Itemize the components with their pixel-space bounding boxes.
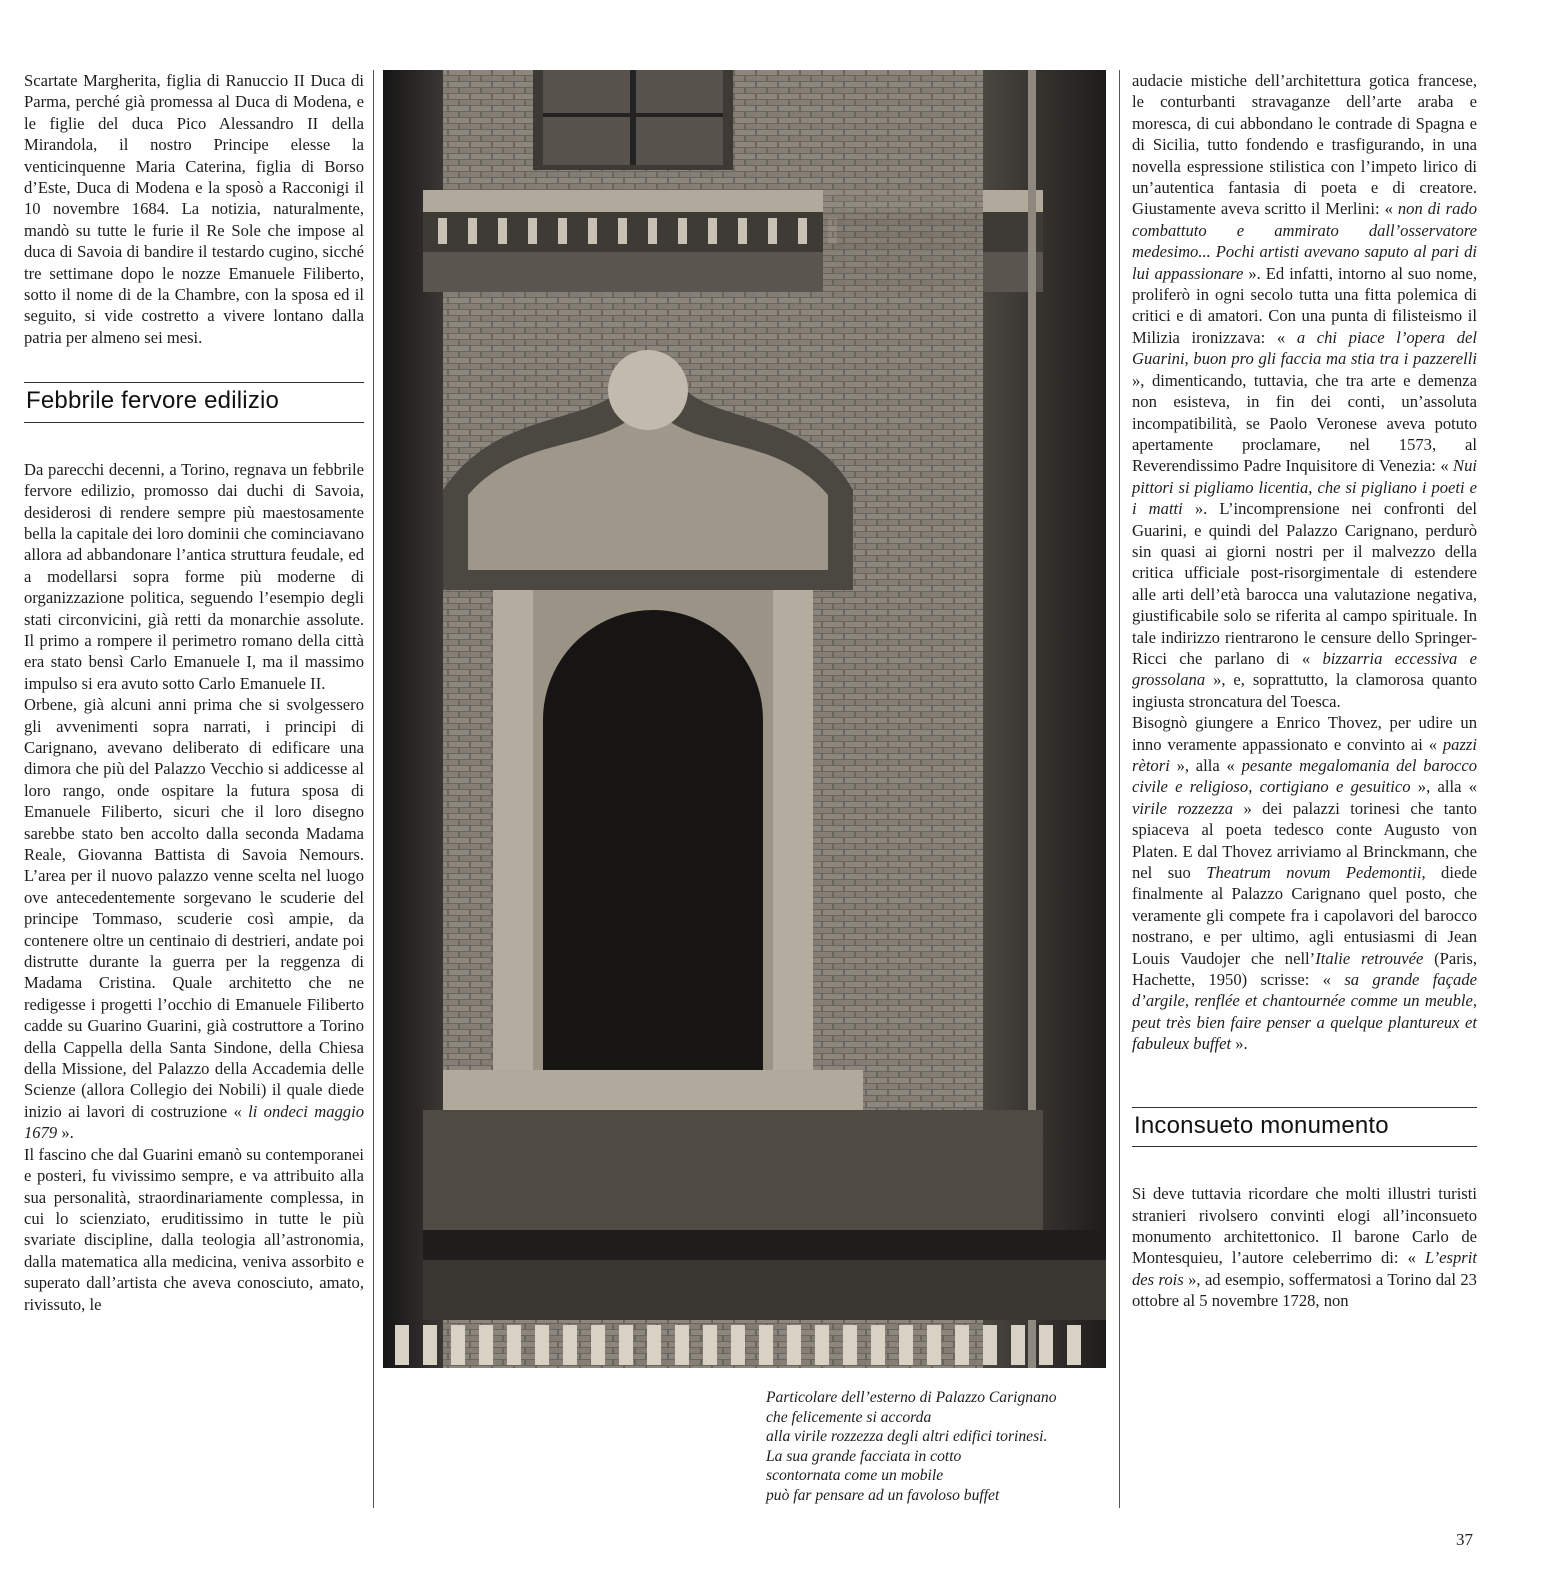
- right-text-column: [1132, 70, 1477, 1312]
- facade-photograph: [383, 70, 1106, 1368]
- left-text-column: [24, 70, 364, 1315]
- caption-line: Particolare dell’esterno di Palazzo Carignano: [766, 1389, 1057, 1406]
- section-heading-block-febbrile: [24, 382, 364, 422]
- paragraph-text: », dimenticando, tuttavia, che tra arte e demenza non esisteva, in fin dei conti, un’assoluta incompatibilità, se Paolo Veronese aveva potuto apertamente proclamare, nel 1573, al Reverendissimo Padre Inquisitore di Venezia: «: [1132, 370, 1477, 476]
- paragraph-text: ».: [61, 1123, 74, 1143]
- quote-vaudojer: sa grande façade d’argile, renflée et chantournée comme un meuble, peut très bien faire penser a quelque plantureux et fabuleux buffet: [1132, 970, 1477, 1054]
- paragraph-thovez: [1132, 712, 1477, 1055]
- paragraph-montesquieu: [1132, 1183, 1477, 1311]
- column-divider-left: [373, 70, 374, 1508]
- caption-line: che felicemente si accorda: [766, 1408, 932, 1426]
- paragraph-text: audacie mistiche dell’architettura gotica francese, le conturbanti stravaganze dell’arte araba e moresca, di cui abbondano le contrade di Spagna e di Sicilia, tutto fondendo e trasfigurando, in una novella espressione stilistica con l’impeto lirico di un’autentica fantasia di poeta e di creatore. Giustamente aveva scritto il Merlini: «: [1132, 71, 1477, 219]
- paragraph-fervore: Da parecchi decenni, a Torino, regnava un febbrile fervore edilizio, promosso dai duchi di Savoia, desiderosi di rendere sempre più maestosamente bella la capitale dei loro dominii che cominciavano allora ad abbandonare l’antica struttura feudale, ed a modellarsi sopra forme più moderne di organizzazione politica, seguendo l’esempio degli stati circonvicini, già retti da monarchie assolute. Il primo a rompere il perimetro romano della città era stato bensì Carlo Emanuele I, ma il massimo impulso si era avuto sotto Carlo Emanuele II.: [24, 459, 364, 693]
- quote-springer-ricci: bizzarria eccessiva e grossolana: [1132, 648, 1477, 690]
- paragraph-text: Si deve tuttavia ricordare che molti illustri turisti stranieri rivolsero convinti elogi all’inconsueto monumento architettonico. Il barone Carlo de Montesquieu, l’autore celeberrimo di: «: [1132, 1184, 1477, 1268]
- page-number: 37: [1456, 1530, 1473, 1549]
- quote-date: li ondeci maggio 1679: [24, 1101, 365, 1143]
- quote-merlini: non di rado combattuto e ammirato dall’osservatore medesimo... Pochi artisti avevano saputo al pari di lui appassionare: [1132, 199, 1478, 283]
- section-heading-inconsueto: Inconsueto monumento: [1134, 1111, 1389, 1139]
- paragraph-text: », ad esempio, soffermatosi a Torino dal 23 ottobre al 5 novembre 1728, non: [1132, 1269, 1477, 1311]
- paragraph-text: ».: [1235, 1034, 1248, 1054]
- section-heading-block-inconsueto: [1132, 1107, 1477, 1147]
- paragraph-text: (Paris, Hachette, 1950) scrisse: «: [1132, 948, 1478, 990]
- quote-megalomania: pesante megalomania del barocco civile e religioso, cortigiano e gesuitico: [1132, 756, 1477, 797]
- paragraph-text: », alla «: [1417, 777, 1477, 797]
- caption-line: alla virile rozzezza degli altri edifici torinesi.: [766, 1428, 1048, 1446]
- caption-line: La sua grande facciata in cotto: [766, 1447, 962, 1465]
- paragraph-guarini-fascino: Il fascino che dal Guarini emanò su contemporanei e posteri, fu vivissimo sempre, e va attribuito alla sua personalità, straordinariamente complessa, in cui lo scienziato, eruditissimo in tutte le più svariate discipline, dalla teologia all’astronomia, dalla matematica alla medicina, veniva assorbito e superato dall’artista che aveva conosciuto, amato, rivissuto, le: [24, 1144, 364, 1314]
- caption-line: può far pensare ad un favoloso buffet: [766, 1486, 1000, 1504]
- book-title-theatrum: Theatrum novum Pedemontii,: [1206, 863, 1426, 883]
- section-heading-febbrile: Febbrile fervore edilizio: [26, 387, 280, 415]
- book-title-italie: Italie retrouvée: [1315, 948, 1424, 968]
- paragraph-text: Orbene, già alcuni anni prima che si svolgessero gli avvenimenti sopra narrati, i principi di Carignano, avevano deliberato di edificare una dimora che più del Palazzo Vecchio si addicesse al loro rango, onde ospitare la futura sposa di Emanuele Filiberto, sicuri che il loro disegno sarebbe stato ben accolto dalla seconda Madama Reale, Giovanna Battista di Savoia Nemours. L’area per il nuovo palazzo venne scelta nel luogo ove antecedentemente sorgevano le scuderie del principe Tommaso, scuderie così ampie, da contenere oltre un centinaio di destrieri, andate poi distrutte durante la guerra per la reggenza di Madama Cristina. Quale architetto che ne redigesse i progetti l’occhio di Emanuele Filiberto cadde su Guarino Guarini, già costruttore a Torino della Cappella della Santa Sindone, della Chiesa della Missione, del Palazzo della Accademia delle Scienze (allora Collegio dei Nobili) il quale diede inizio ai lavori di costruzione «: [24, 695, 364, 1121]
- quote-pazzi-retori: pazzi rètori: [1132, 734, 1477, 775]
- paragraph-text: », alla «: [1176, 756, 1235, 775]
- quote-milizia: a chi piace l’opera del Guarini, buon pro gli faccia ma stia tra i pazzerelli: [1132, 327, 1477, 369]
- paragraph-text: ». Ed infatti, intorno al suo nome, proliferò in ogni secolo tutta una fitta polemica di critici e di amatori. Con una punta di filisteismo il Milizia ironizzava: «: [1132, 263, 1477, 347]
- book-title-esprit: L’esprit des rois: [1132, 1248, 1477, 1289]
- paragraph-text: Bisognò giungere a Enrico Thovez, per udire un inno veramente appassionato e convinto ai «: [1132, 713, 1477, 754]
- photo-caption: [766, 1388, 1111, 1506]
- paragraph-text: », e, soprattutto, la clamorosa quanto ingiusta stroncatura del Toesca.: [1132, 670, 1478, 711]
- quote-virile-rozzezza: virile rozzezza: [1132, 798, 1244, 818]
- paragraph-text: ». L’incomprensione nei confronti del Guarini, e quindi del Palazzo Carignano, perdurò sin quasi ai giorni nostri per il malvezzo della critica ufficiale post-risorgimentale di estendere alle arti dell’età barocca una valutazione negativa, giustificabile solo se riferita al campo spirituale. In tale indirizzo rientrarono le censure dello Springer-Ricci che parlano di «: [1132, 499, 1477, 668]
- caption-line: scontornata come un mobile: [766, 1467, 944, 1485]
- paragraph-carignano-origin: [24, 694, 364, 1144]
- heading-rule-bottom: [1132, 1146, 1477, 1147]
- paragraph-guarini-critics: [1132, 70, 1477, 712]
- heading-rule-bottom: [24, 422, 364, 423]
- quote-veronese: Nui pittori si pigliamo licentia, che si pigliano i poeti e i matti: [1132, 456, 1477, 519]
- paragraph-marriage: Scartate Margherita, figlia di Ranuccio II Duca di Parma, perché già promessa al Duca di Modena, e le figlie del duca Pico Alessandro II della Mirandola, il nostro Principe elesse la venticinquenne Maria Caterina, figlia di Borso d’Este, Duca di Modena e la sposò a Racconigi il 10 novembre 1684. La notizia, naturalmente, mandò su tutte le furie il Re Sole che impose al duca di Savoia di bandire il testardo cugino, sicché tre settimane dopo le nozze Emanuele Filiberto, sotto il nome di de la Chambre, con la sposa ed il seguito, si vide costretto a vivere lontano dalla patria per almeno sei mesi.: [24, 71, 364, 347]
- column-divider-right: [1119, 70, 1120, 1508]
- paragraph-text: » dei palazzi torinesi che tanto spiaceva al poeta tedesco conte Augusto von Platen. E dal Thovez arriviamo al Brinckmann, che nel suo: [1132, 798, 1477, 883]
- paragraph-text: diede finalmente al Palazzo Carignano quel posto, che veramente gli compete fra i capolavori del barocco nostrano, e per ultimo, agli entusiasmi di Jean Louis Vaudojer che nell’: [1132, 863, 1477, 968]
